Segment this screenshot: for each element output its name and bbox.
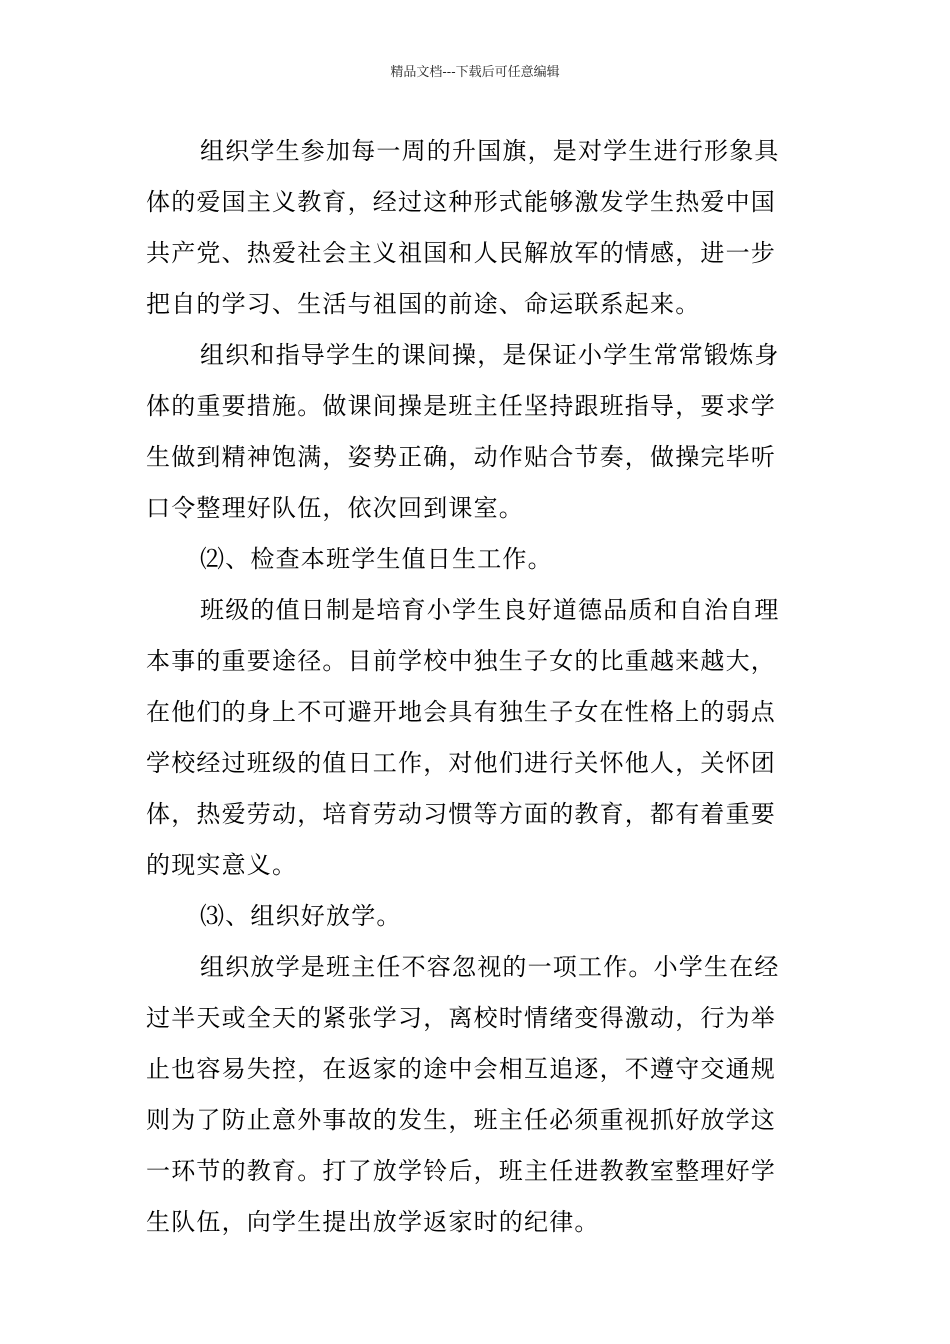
document-body [146, 126, 806, 1248]
paragraph-line: 生做到精神饱满，姿势正确，动作贴合节奏，做操完毕听 [146, 443, 776, 471]
paragraph-line: 则为了防止意外事故的发生，班主任必须重视抓好放学这 [146, 1106, 776, 1134]
paragraph-exercises [146, 330, 806, 534]
paragraph-line: 口令整理好队伍，依次回到课室。 [146, 494, 524, 522]
page-header: 精品文档---下载后可任意编辑 [390, 65, 560, 80]
paragraph-line: 过半天或全天的紧张学习，离校时情绪变得激动，行为举 [146, 1004, 776, 1032]
paragraph-line: 体的重要措施。做课间操是班主任坚持跟班指导，要求学 [146, 392, 776, 420]
section-heading: ⑶、组织好放学。 [200, 902, 402, 930]
paragraph-line: 共产党、热爱社会主义祖国和人民解放军的情感，进一步 [146, 239, 776, 267]
paragraph-line: 组织学生参加每一周的升国旗，是对学生进行形象具 [200, 137, 780, 165]
paragraph-line: 组织和指导学生的课间操，是保证小学生常常锻炼身 [200, 341, 780, 369]
paragraph-line: 班级的值日制是培育小学生良好道德品质和自治自理 [200, 596, 780, 624]
section-heading-dismissal [146, 891, 806, 942]
paragraph-line: 止也容易失控，在返家的途中会相互追逐，不遵守交通规 [146, 1055, 776, 1083]
paragraph-duty-system [146, 585, 806, 891]
section-heading: ⑵、检查本班学生值日生工作。 [200, 545, 553, 573]
paragraph-line: 学校经过班级的值日工作，对他们进行关怀他人，关怀团 [146, 749, 776, 777]
section-heading-duty [146, 534, 806, 585]
paragraph-line: 组织放学是班主任不容忽视的一项工作。小学生在经 [200, 953, 780, 981]
paragraph-line: 体，热爱劳动，培育劳动习惯等方面的教育，都有着重要 [146, 800, 776, 828]
paragraph-line: 的现实意义。 [146, 851, 298, 879]
paragraph-line: 本事的重要途径。目前学校中独生子女的比重越来越大， [146, 647, 776, 675]
paragraph-line: 把自的学习、生活与祖国的前途、命运联系起来。 [146, 290, 701, 318]
paragraph-flag-raising [146, 126, 806, 330]
paragraph-line: 在他们的身上不可避开地会具有独生子女在性格上的弱点 [146, 698, 776, 726]
paragraph-line: 体的爱国主义教育，经过这种形式能够激发学生热爱中国 [146, 188, 776, 216]
paragraph-line: 生队伍，向学生提出放学返家时的纪律。 [146, 1208, 600, 1236]
paragraph-line: 一环节的教育。打了放学铃后，班主任进教教室整理好学 [146, 1157, 776, 1185]
paragraph-dismissal [146, 942, 806, 1248]
